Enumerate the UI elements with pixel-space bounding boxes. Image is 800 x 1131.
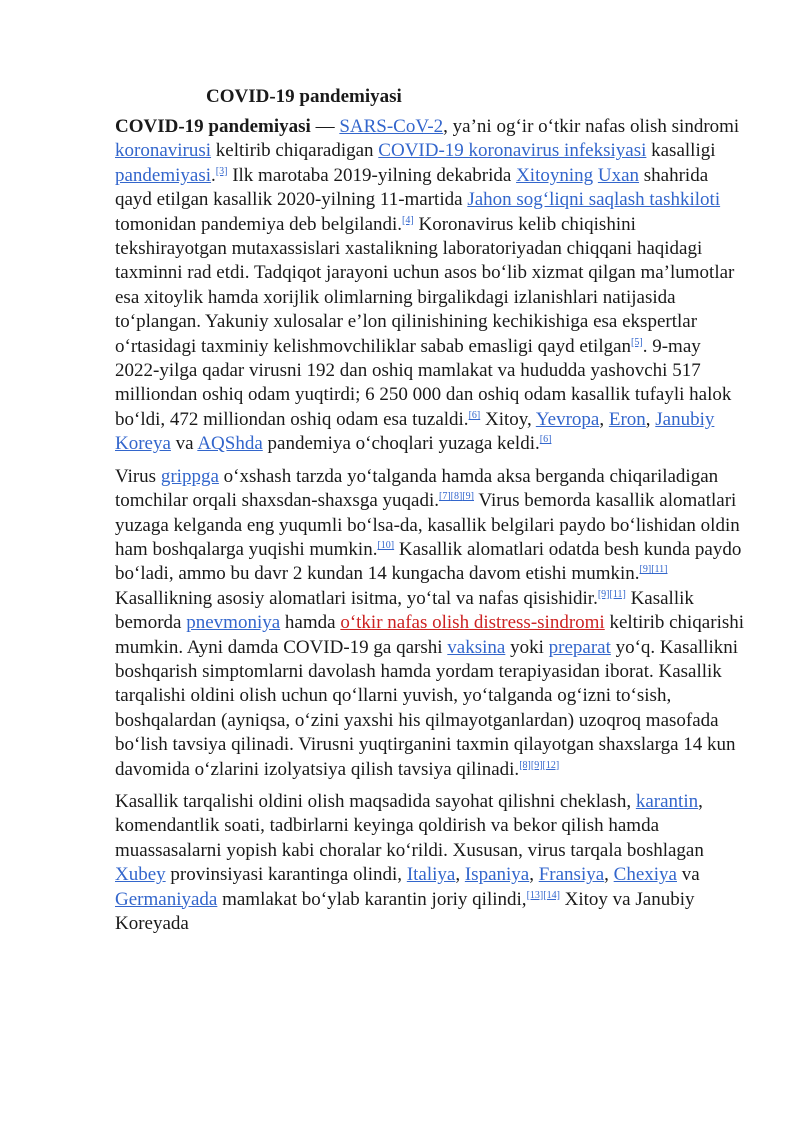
reference-10[interactable]: [10] xyxy=(377,539,395,551)
reference-3[interactable]: [3] xyxy=(215,165,228,177)
link-gripp[interactable]: grippga xyxy=(160,465,219,487)
text: Virus xyxy=(115,465,161,487)
link-pandemiya[interactable]: pandemiyasi xyxy=(115,164,212,186)
reference-9[interactable]: [9] xyxy=(530,759,543,771)
text: Xitoy va Janubiy Koreyada xyxy=(115,888,695,934)
text: va xyxy=(676,864,700,886)
text: Ilk marotaba 2019-yilning dekabrida xyxy=(227,164,517,186)
reference-5[interactable]: [5] xyxy=(631,336,643,348)
text: Virus bemorda kasallik alomatlari yuzaga kelganda eng yuqumli bo‘lsa-da, kasallik belgilari paydo bo‘lishidan oldin ham boshqalarga yuqishi mumkin. xyxy=(115,490,740,560)
link-vaksina[interactable]: vaksina xyxy=(447,636,506,658)
link-fransiya[interactable]: Fransiya xyxy=(538,864,605,886)
text: o‘xshash tarzda yo‘talganda hamda aksa berganda chiqariladigan tomchilar orqali shaxsdan-shaxsga yuqadi. xyxy=(115,465,719,512)
text: shahrida qayd etilgan kasallik 2020-yilning 11-martida xyxy=(115,164,709,211)
reference-7[interactable]: [7] xyxy=(438,491,451,503)
link-yevropa[interactable]: Yevropa xyxy=(535,408,600,430)
reference-9[interactable]: [9] xyxy=(639,564,652,576)
reference-9[interactable]: [9] xyxy=(597,588,610,600)
link-ards-missing[interactable]: o‘tkir nafas olish distress-sindromi xyxy=(340,612,605,634)
text: , xyxy=(604,864,614,886)
text: keltirib chiqarishi mumkin. Ayni damda COVID-19 ga qarshi xyxy=(115,612,745,658)
page-title: COVID-19 pandemiyasi xyxy=(206,86,402,107)
reference-4[interactable]: [4] xyxy=(402,214,414,226)
link-uxan[interactable]: Uxan xyxy=(597,164,640,186)
reference-6[interactable]: [6] xyxy=(539,434,552,446)
link-xitoy[interactable]: Xitoyning xyxy=(516,164,594,186)
text: Kasallikning asosiy alomatlari isitma, yo‘tal va nafas qisishidir. xyxy=(115,587,598,609)
text: kasalligi xyxy=(646,140,716,162)
text: yoki xyxy=(505,636,549,658)
reference-13[interactable]: [13] xyxy=(526,889,544,901)
link-sars-cov-2[interactable]: SARS-CoV-2 xyxy=(339,116,444,137)
link-xubey[interactable]: Xubey xyxy=(115,864,166,886)
text: . xyxy=(211,164,216,186)
text: , ya’ni og‘ir o‘tkir nafas olish sindromi xyxy=(443,116,740,137)
link-ispaniya[interactable]: Ispaniya xyxy=(464,864,530,886)
reference-8[interactable]: [8] xyxy=(519,759,531,771)
text: Kasallik tarqalishi oldini olish maqsadida sayohat qilishni cheklash, xyxy=(115,790,636,812)
link-italiya[interactable]: Italiya xyxy=(406,864,456,886)
text: , komendantlik soati, tadbirlarni keyinga qoldirish va bekor qilish hamda muassasalarni yopish kabi choralar ko‘rildi. Xususan, virus tarqala boshlagan xyxy=(115,790,704,861)
link-preparat[interactable]: preparat xyxy=(548,636,611,658)
reference-8[interactable]: [8] xyxy=(450,491,463,503)
reference-11[interactable]: [11] xyxy=(609,588,626,600)
link-janubiy-koreya[interactable]: Janubiy Koreya xyxy=(115,408,715,455)
text: , xyxy=(599,408,609,430)
article xyxy=(115,84,747,944)
reference-11[interactable]: [11] xyxy=(651,564,668,576)
link-karantin[interactable]: karantin xyxy=(635,790,699,812)
lead-term: COVID-19 pandemiyasi xyxy=(115,116,311,137)
text: , xyxy=(529,864,539,886)
reference-12[interactable]: [12] xyxy=(542,759,560,771)
text: Kasallik alomatlari odatda besh kunda paydo bo‘ladi, ammo bu davr 2 kundan 14 kungacha davom etishi mumkin. xyxy=(115,538,742,585)
text: Kasallik bemorda xyxy=(115,587,694,634)
text: Koronavirus kelib chiqishini tekshirayotgan mutaxassislari xastalikning laboratoriyadan chiqqani haqidagi taxminni rad etdi. Tadqiqot jarayoni uchun asos bo‘lib xizmat qilgan ma’lumotlar esa xitoylik hamda xorijlik olimlarning birgalikdagi izlanishlari natijasida to‘plangan. Yakuniy xulosalar e’lon qilinishining kechikishiga esa ekspertlar o‘rtasidagi taxminiy kelishmovchiliklar sabab emasligi qayd etilgan xyxy=(115,213,735,357)
link-pnevmoniya[interactable]: pnevmoniya xyxy=(186,612,281,634)
text: va xyxy=(170,433,198,455)
reference-9[interactable]: [9] xyxy=(462,491,474,503)
text: tomonidan pandemiya deb belgilandi. xyxy=(115,213,403,235)
text: provinsiyasi karantinga olindi, xyxy=(165,864,407,886)
link-eron[interactable]: Eron xyxy=(608,408,646,430)
text: . 9-may 2022-yilga qadar virusni 192 dan oshiq mamlakat va hududda yashovchi 517 milliondan oshiq odam yuqtirdi; 6 250 000 dan oshiq odam kasallik tufayli halok bo‘ldi, 472 milliondan oshiq odam esa tuzaldi. xyxy=(115,335,732,430)
link-chexiya[interactable]: Chexiya xyxy=(613,864,677,886)
link-germaniya[interactable]: Germaniyada xyxy=(115,888,218,910)
text: , xyxy=(645,408,656,430)
link-covid-infeksiyasi[interactable]: COVID-19 koronavirus infeksiyasi xyxy=(378,140,647,162)
text: — xyxy=(310,116,340,137)
text: , xyxy=(455,864,465,886)
paragraph-measures xyxy=(115,790,747,936)
text: Xitoy, xyxy=(480,408,536,430)
link-who[interactable]: Jahon sog‘liqni saqlash tashkiloti xyxy=(467,189,721,211)
text: mamlakat bo‘ylab karantin joriy qilindi, xyxy=(217,888,527,910)
text: pandemiya o‘choqlari yuzaga keldi. xyxy=(262,433,540,455)
paragraph-transmission xyxy=(115,465,747,782)
reference-14[interactable]: [14] xyxy=(543,889,560,901)
text: yo‘q. Kasallikni boshqarish simptomlarni davolash hamda yordam terapiyasidan iborat. Kasallik tarqalishi oldini olish uchun qo‘llarni yuvish, yo‘talganda og‘izni to‘sish, boshqalardan (ayniqsa, o‘zini yaxshi his qilmayotganlardan) uzoqroq masofada bo‘lish tavsiya qilinadi. Virusni yuqtirganini taxmin qilayotgan shaxslarga 14 kun davomida o‘zlarini izolyatsiya qilish tavsiya qilinadi. xyxy=(115,636,739,780)
paragraph-intro xyxy=(115,115,747,457)
link-koronavirus[interactable]: koronavirusi xyxy=(115,140,212,162)
text: keltirib chiqaradigan xyxy=(211,140,379,162)
text: hamda xyxy=(280,612,341,634)
reference-6[interactable]: [6] xyxy=(468,409,481,421)
link-aqsh[interactable]: AQShda xyxy=(197,433,263,455)
